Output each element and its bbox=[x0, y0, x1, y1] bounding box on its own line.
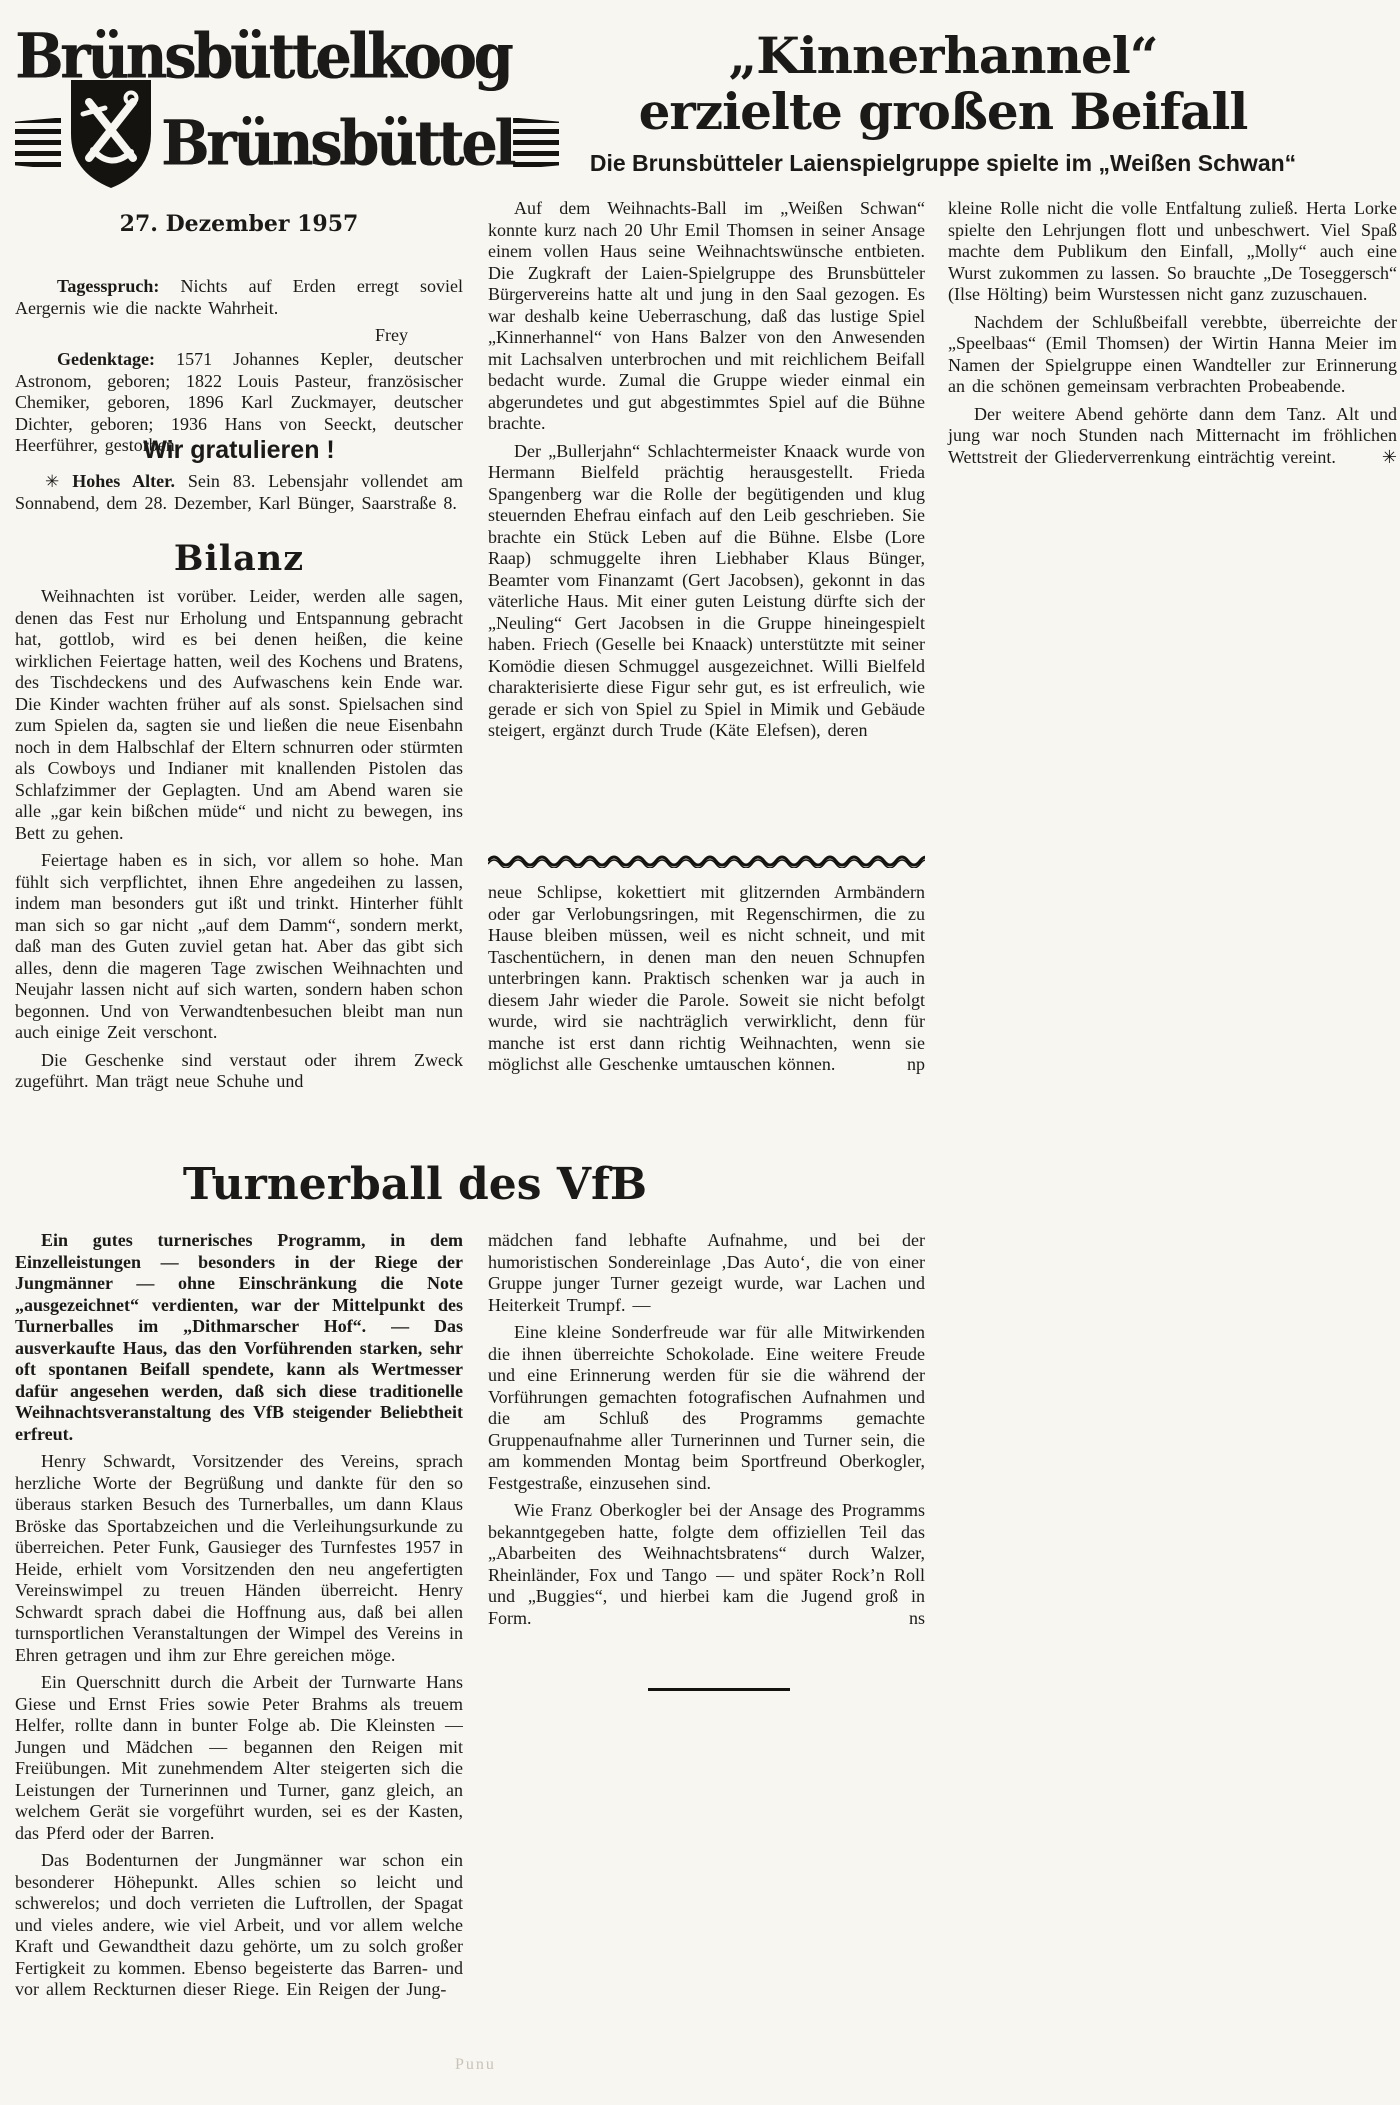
turnerball-paragraph-3: Ein Querschnitt durch die Arbeit der Turnwarte Hans Giese und Ernst Fries sowie Peter Brahms als treuem Helfer, rollte dann in bunter Folge ab. Die Kleinsten — Jungen und Mädchen — begannen den Reigen mit Freiübungen. Mit zunehmendem Alter steigerten sich die Leistungen der Turnerinnen und Turner, ganz gleich, an welchem Gerät sie vorgeführt wurden, sei es der Kasten, das Pferd oder der Barren. bbox=[15, 1672, 463, 1843]
kinnerhannel-subhead: Die Brunsbütteler Laienspielgruppe spielte im „Weißen Schwan“ bbox=[589, 150, 1297, 176]
tagesspruch-author: Frey bbox=[375, 325, 408, 345]
kinnerhannel-column-2 bbox=[948, 198, 1397, 474]
tagesspruch-text: Nichts auf Erden erregt soviel Aergernis wie die nackte Wahrheit. bbox=[15, 276, 464, 318]
masthead-title-line2: Brünsbüttel bbox=[161, 106, 514, 180]
bilanz-paragraph-2: Feiertage haben es in sich, vor allem so hohe. Man fühlt sich verpflichtet, ihnen Ehre angedeihen zu lassen, indem man besonders gut ißt und trinkt. Hinterher fühlt man sich so gar nicht „auf dem Damm“, sondern merkt, daß man des Guten zuviel getan hat. Aber das gibt sich alles, denn die mageren Tage zwischen Weihnachten und Neujahr lassen nicht auf sich warten, sondern haben schon begonnen. Und von Verwandtenbesuchen bleibt man nun auch einige Zeit verschont. bbox=[15, 850, 463, 1042]
gratulieren-paragraph bbox=[15, 471, 463, 514]
bilanz-continuation-paragraph bbox=[488, 882, 925, 1076]
kinnerhannel-paragraph-5-text: Der weitere Abend gehörte dann dem Tanz. Alt und jung war noch Stunden nach Mitternacht im fröhlichen Wettstreit der Gliederverrenkung einträchtig vereint. bbox=[948, 403, 1397, 467]
article-end-rule bbox=[648, 1688, 790, 1691]
author-initials-ns: ns bbox=[908, 1607, 925, 1628]
turnerball-paragraph-6: Eine kleine Sonderfreude war für alle Mitwirkenden die ihnen überreichte Schokolade. Eine weitere Freude und eine Erinnerung werden für sie die während der Vorführungen gemachten fotografischen Aufnahmen und die am Schluß des Programms gemachte Gruppenaufnahme aller Turnerinnen und Turner sein, die am kommenden Montag beim Sportfreund Oberkogler, Festgestraße, einzusehen sind. bbox=[488, 1322, 925, 1493]
turnerball-headline: Turnerball des VfB bbox=[182, 1159, 648, 1210]
turnerball-column-1 bbox=[15, 1230, 463, 2105]
kinnerhannel-paragraph-3: kleine Rolle nicht die volle Entfaltung zuließ. Herta Lorke spielte den Lehrjungen flott und unbeschwert. Viel Spaß machte dem Publikum den Einfall, „Molly“ auch eine Wurst zukommen zu lassen. So brauchte „De Toseggersch“ (Ilse Hölting) beim Wurstessen nicht ganz zuzuschauen. bbox=[948, 198, 1397, 304]
turnerball-paragraph-7 bbox=[488, 1500, 925, 1629]
tagesspruch-label: Tagesspruch: bbox=[57, 276, 160, 296]
kinnerhannel-paragraph-2: Der „Bullerjahn“ Schlachtermeister Knaack wurde von Hermann Bielfeld prächtig herausgestellt. Frieda Spangenberg war die Rolle der begütigenden und klug steuernden Ehefrau einfach auf den Leib geschrieben. Sie brachte ein Stück Leben auf die Bühne. Elsbe (Lore Raap) schmuggelte ihren Liebhaber Klaus Bünger, Beamter vom Finanzamt (Gert Jacobsen), gekonnt in das väterliche Haus. Mit einer guten Leistung dürfte sich der „Neuling“ Gert Jacobsen in die Gruppe hineingespielt haben. Friech (Geselle bei Knaack) unterstützte mit seiner Komödie diesen Schmuggel ausgezeichnet. Willi Bielfeld charakterisierte diese Figur sehr gut, es ist erfreulich, wie gerade er sich von Spiel zu Spiel in Mimik und Gebäude steigert, ergänzt durch Trude (Käte Elefsen), deren bbox=[488, 440, 925, 740]
stripe-ornament-left bbox=[15, 118, 61, 170]
bilanz-paragraph-1: Weihnachten ist vorüber. Leider, werden alle sagen, denen das Fest nur Erholung und Entspannung gebracht hat, gottlob, wird es bei denen heißen, die keine wirklichen Feiertage hatten, weil des Kochens und Bratens, des Tischdeckens und des Aufwaschens kein Ende war. Die Kinder wachten früher auf als sonst. Spielsachen sind zum Spielen da, sagten sie und ließen die neue Eisenbahn noch in dem Halbschlaf der Eltern schnurren oder stürmten als Cowboys und Indianer mit knallenden Pistolen das Schlafzimmer der Geplagten. Und am Abend waren sie alle „gar kein bißchen müde“ und nicht zu bewegen, ins Bett zu gehen. bbox=[15, 586, 463, 843]
gratulieren-lead: Hohes Alter. bbox=[72, 471, 175, 491]
gratulieren-text: Sein 83. Lebensjahr vollendet am Sonnabend, dem 28. Dezember, Karl Bünger, Saarstraße 8. bbox=[15, 471, 464, 513]
author-initials-np: np bbox=[907, 1054, 925, 1074]
issue-date: 27. Dezember 1957 bbox=[119, 211, 359, 237]
bilanz-paragraph-3: Die Geschenke sind verstaut oder ihrem Zweck zugeführt. Man trägt neue Schuhe und bbox=[15, 1049, 463, 1091]
crossed-anchors-shield-icon bbox=[65, 76, 157, 197]
masthead-row2 bbox=[15, 90, 514, 197]
star-icon: ✳ bbox=[45, 472, 60, 491]
turnerball-paragraph-2: Henry Schwardt, Vorsitzender des Vereins, sprach herzliche Worte der Begrüßung und dankte für den so überaus starken Besuch des Turnerballes, um dann Klaus Bröske das Sportabzeichen und die Verleihungsurkunde zu überreichen. Peter Funk, Gausieger des Turnfestes 1957 in Heide, erhielt vom Vorsitzenden den neu angefertigten Vereinswimpel zu treuen Händen überreicht. Henry Schwardt sprach dabei die Hoffnung aus, daß bei allen turnsportlichen Veranstaltungen der Wimpel des Vereins in Ehren getragen und ihm zur Ehre gereichen möge. bbox=[15, 1451, 463, 1665]
gedenktage-label: Gedenktage: bbox=[57, 349, 155, 369]
gratulieren-block bbox=[15, 471, 463, 520]
tagesspruch-paragraph bbox=[15, 276, 463, 319]
masthead-title-line1: Brünsbüttelkoog bbox=[15, 20, 511, 93]
rope-divider-ornament bbox=[488, 852, 925, 868]
bilanz-continuation-column bbox=[488, 882, 925, 1082]
faint-print-through: Punu bbox=[455, 2056, 496, 2073]
masthead bbox=[15, 20, 514, 237]
article-end-star-icon: ✳ bbox=[1381, 446, 1397, 467]
turnerball-column-2 bbox=[488, 1230, 925, 1635]
turnerball-lead-paragraph: Ein gutes turnerisches Programm, in dem Einzelleistungen — besonders in der Riege der Jungmänner — ohne Einschränkung die Note „ausgezeichnet“ verdienten, war der Mittelpunkt des Turnerballes im „Dithmarscher Hof“. — Das ausverkaufte Haus, das den Vorführenden starken, sehr oft spontanen Beifall spendete, kann als Wertmesser dafür angesehen werden, daß sich diese traditionelle Weihnachtsveranstaltung des VfB steigender Beliebtheit erfreut. bbox=[15, 1230, 463, 1444]
tagesspruch-block bbox=[15, 276, 463, 347]
turnerball-paragraph-7-text: Wie Franz Oberkogler bei der Ansage des Programms bekanntgegeben hatte, folgte dem offiziellen Teil das „Abarbeiten des Weihnachtsbratens“ durch Walzer, Rheinländer, Fox und Tango — und später Rock’n Roll und „Buggies“, und hierbei kam die Jugend groß in Form. bbox=[488, 1500, 925, 1628]
bilanz-continuation-text: neue Schlipse, kokettiert mit glitzernden Armbändern oder gar Verlobungsringen, mit Regenschirmen, die zu Hause bleiben müssen, weil es nicht schneit, und mit Taschentüchern, in denen man den neuen Schnupfen unterbringen kann. Praktisch schenken war ja auch in diesem Jahr wieder die Parole. Soweit sie nicht befolgt wurde, wird sie nachträglich verwirklicht, denn für manche ist erst dann richtig Weihnachten, wenn sie möglichst alle Geschenke umtauschen können. bbox=[488, 882, 925, 1074]
gratulieren-heading: Wir gratulieren ! bbox=[143, 436, 335, 464]
kinnerhannel-paragraph-4: Nachdem der Schlußbeifall verebbte, überreichte der „Speelbaas“ (Emil Thomsen) der Wirtin Hanna Meier im Namen der Spielgruppe einen Wandteller zur Erinnerung an die schönen gemeinsam verbrachten Probeabende. bbox=[948, 311, 1397, 396]
gedenktage-text: 1571 Johannes Kepler, deutscher Astronom, geboren; 1822 Louis Pasteur, französischer Chemiker, geboren, 1896 Karl Zuckmayer, deutscher Dichter, geboren; 1936 Hans von Seeckt, deutscher Heerführer, gestorben. bbox=[15, 349, 463, 455]
kinnerhannel-headline bbox=[488, 28, 1398, 176]
kinnerhannel-paragraph-5 bbox=[948, 404, 1397, 469]
kinnerhannel-headline-line2: erzielte großen Beifall bbox=[638, 82, 1248, 141]
kinnerhannel-column-1 bbox=[488, 198, 925, 748]
kinnerhannel-headline-line1: „Kinnerhannel“ bbox=[728, 26, 1158, 85]
turnerball-paragraph-5: mädchen fand lebhafte Aufnahme, und bei der humoristischen Sondereinlage ‚Das Auto‘, die von einer Gruppe junger Turner gezeigt wurde, war Lachen und Heiterkeit Trumpf. — bbox=[488, 1230, 925, 1315]
turnerball-paragraph-4: Das Bodenturnen der Jungmänner war schon ein besonderer Höhepunkt. Alles schien so leicht und schwerelos; und doch verrieten die Luftrollen, der Spagat und vieles andere, wie viel Arbeit, und vor allem welche Kraft und Gewandtheit dazu gehörte, um zu solch großer Fertigkeit zu kommen. Ebenso begeisterte das Barren- und vor allem Reckturnen dieser Riege. Ein Reigen der Jung- bbox=[15, 1850, 463, 1999]
bilanz-column bbox=[15, 586, 463, 1146]
bilanz-heading: Bilanz bbox=[173, 538, 305, 579]
kinnerhannel-paragraph-1: Auf dem Weihnachts-Ball im „Weißen Schwan“ konnte kurz nach 20 Uhr Emil Thomsen in seiner Ansage einem vollen Haus seine Weihnachtswünsche entbieten. Die Zugkraft der Laien-Spielgruppe des Brunsbütteler Bürgervereins hatte alt und jung in den Saal gezogen. Es war deshalb keine Ueberraschung, daß das lustige Spiel „Kinnerhannel“ von Hans Balzer von den Anwesenden mit Lachsalven unterbrochen und mit reichlichem Beifall bedacht wurde. Zumal die Gruppe wieder einmal ein abgerundetes und gut abgestimmtes Spiel auf die Bühne brachte. bbox=[488, 198, 925, 433]
